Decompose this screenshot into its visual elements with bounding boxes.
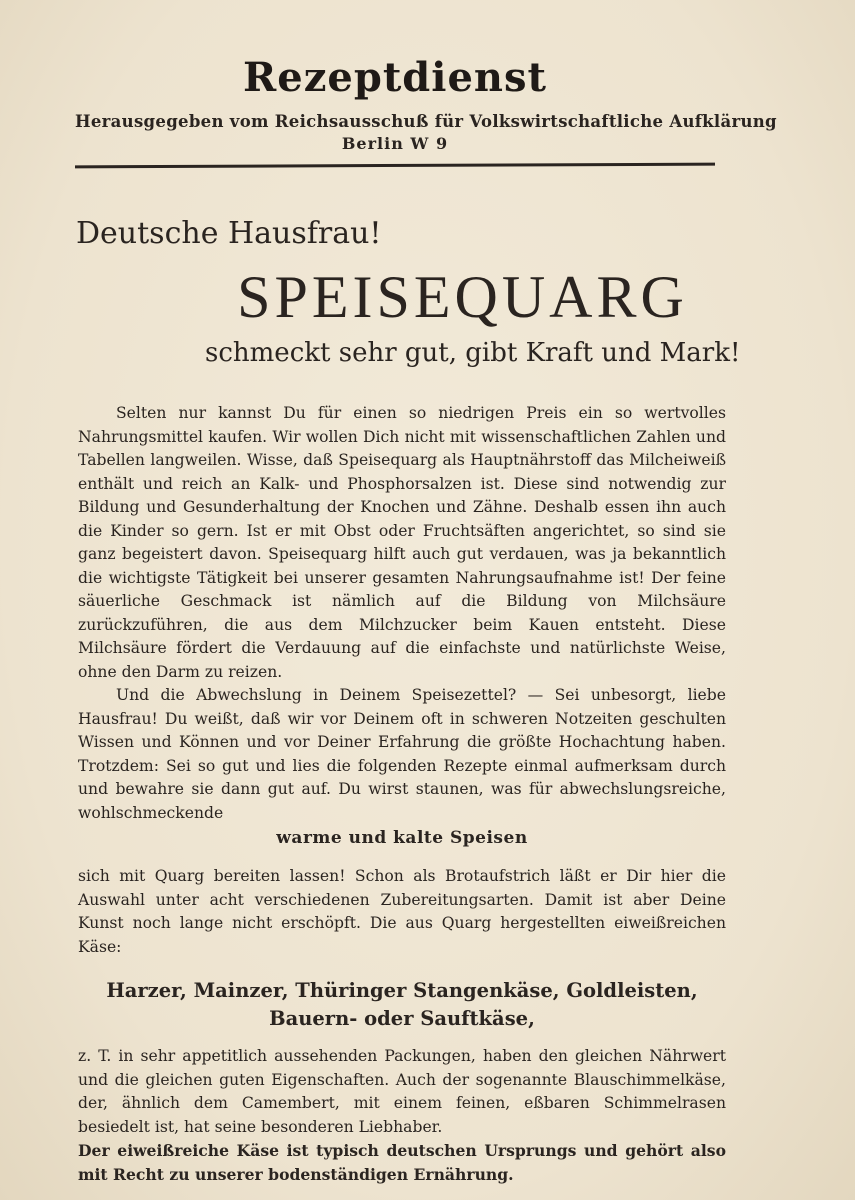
- paragraph-intro: Selten nur kannst Du für einen so niedrigen Preis ein so wertvolles Nahrungsmittel kaufen. Wir wollen Dich nicht mit wissenschaftlichen Zahlen und Tabellen langweilen. Wisse, daß Speisequarg als Hauptnährstoff das Milcheiweiß enthält und reich an Kalk- und Phosphorsalzen ist. Diese sind notwendig zur Bildung und Gesunderhaltung der Knochen und Zähne. Deshalb essen ihn auch die Kinder so gern. Ist er mit Obst oder Fruchtsäften angerichtet, so sind sie ganz begeistert davon. Speisequarg hilft auch gut verdauen, was ja bekanntlich die wichtigste Tätigkeit bei unserer gesamten Nahrungsaufnahme ist! Der feine säuerliche Geschmack ist nämlich auf die Bildung von Milchsäure zurückzuführen, die aus dem Milchzucker beim Kauen entsteht. Diese Milchsäure fördert die Verdauung auf die einfachste und natürlichste Weise, ohne den Darm zu reizen.: [78, 404, 726, 681]
- cheese-list: [78, 977, 726, 1033]
- cheese-list-line-1: Harzer, Mainzer, Thüringer Stangenkäse, Goldleisten,: [106, 979, 698, 1002]
- dishes-heading: warme und kalte Speisen: [276, 828, 528, 848]
- masthead-title: Rezeptdienst: [243, 54, 547, 101]
- body-text: [78, 402, 726, 1186]
- paragraph-closing: Der eiweißreiche Käse ist typisch deutschen Ursprungs und gehört also mit Recht zu unserer bodenständigen Ernährung.: [78, 1141, 726, 1184]
- paragraph-quarg-uses: sich mit Quarg bereiten lassen! Schon als Brotaufstrich läßt er Dir hier die Auswahl unter acht verschiedenen Zubereitungsarten. Damit ist aber Deine Kunst noch lange nicht erschöpft. Die aus Quarg hergestellten eiweißreichen Käse:: [78, 867, 726, 956]
- masthead-city: Berlin W 9: [341, 134, 449, 153]
- headline: SPEISEQUARG: [237, 264, 688, 330]
- masthead: [75, 54, 777, 154]
- masthead-publisher: Herausgegeben vom Reichsausschuß für Volkswirtschaftliche Aufklärung: [75, 112, 777, 131]
- tagline: schmeckt sehr gut, gibt Kraft und Mark!: [205, 338, 741, 368]
- cheese-list-line-2: Bauern- oder Sauftkäse,: [269, 1007, 535, 1030]
- paragraph-cheese-details: z. T. in sehr appetitlich aussehenden Packungen, haben den gleichen Nährwert und die gleichen guten Eigenschaften. Auch der sogenannte Blauschimmelkäse, der, ähnlich dem Camembert, mit einem feinen, eßbaren Schimmelrasen besiedelt ist, hat seine besonderen Liebhaber.: [78, 1047, 726, 1136]
- paragraph-variety: Und die Abwechslung in Deinem Speisezettel? — Sei unbesorgt, liebe Hausfrau! Du weißt, daß wir vor Deinem oft in schweren Notzeiten geschulten Wissen und Können und vor Deiner Erfahrung die größte Hochachtung haben. Trotzdem: Sei so gut und lies die folgenden Rezepte einmal aufmerksam durch und bewahre sie dann gut auf. Du wirst staunen, was für abwechslungsreiche, wohlschmeckende: [78, 686, 726, 822]
- greeting: Deutsche Hausfrau!: [76, 216, 382, 251]
- masthead-divider: [75, 163, 715, 169]
